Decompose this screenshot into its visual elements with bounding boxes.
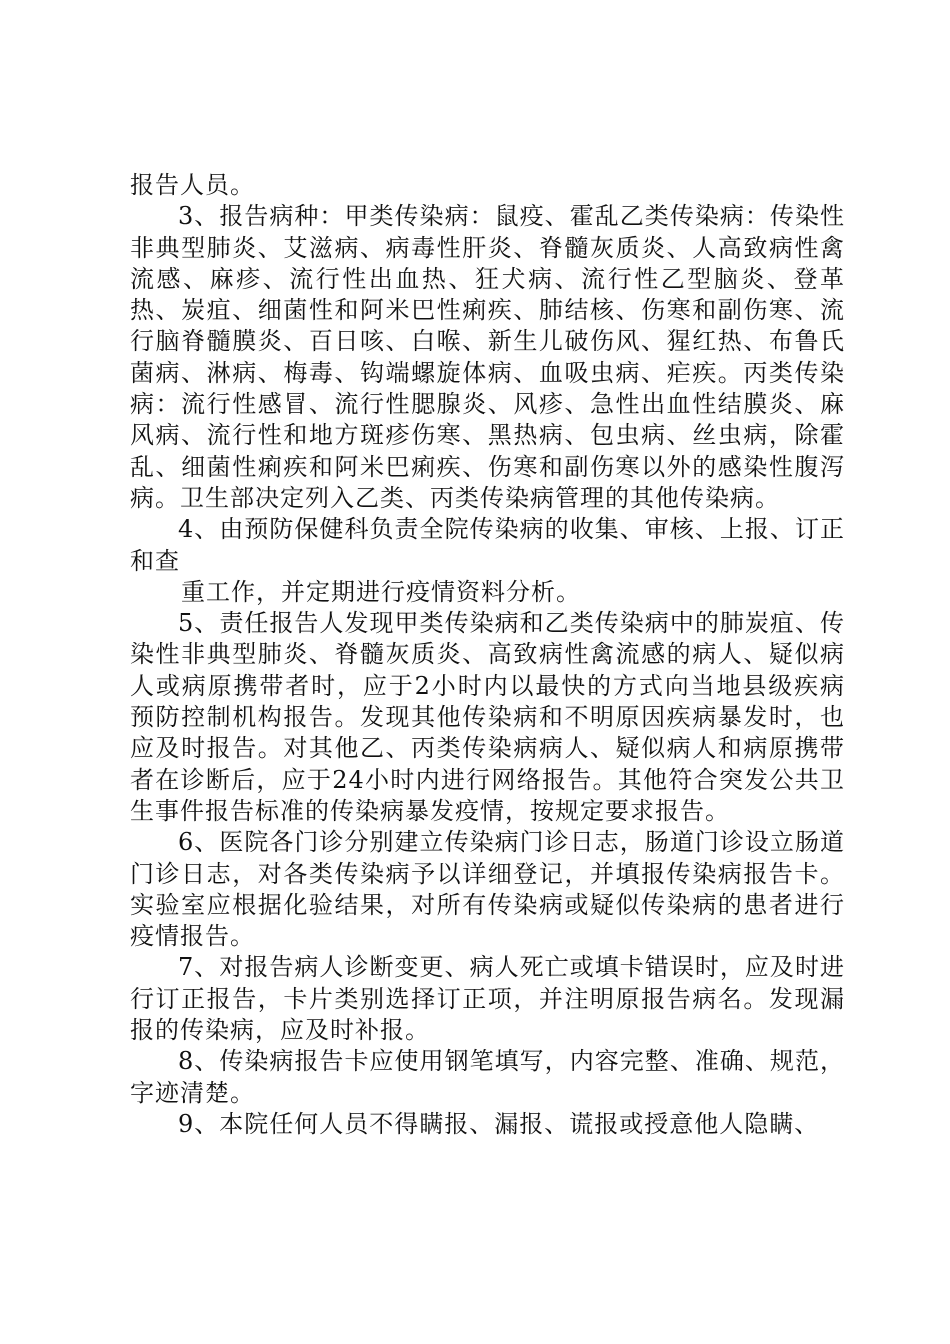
paragraph-item-6-clinic-logs: 6、医院各门诊分别建立传染病门诊日志，肠道门诊设立肠道门诊日志，对各类传染病予以详细登记，并填报传染病报告卡。实验室应根据化验结果，对所有传染病或疑似传染病的患者进行疫情报告。 (130, 828, 845, 951)
paragraph-item-3-disease-types: 3、报告病种：甲类传染病：鼠疫、霍乱乙类传染病：传染性非典型肺炎、艾滋病、病毒性肝炎、脊髓灰质炎、人高致病性禽流感、麻疹、流行性出血热、狂犬病、流行性乙型脑炎、登革热、炭疽、细菌性和阿米巴性痢疾、肺结核、伤寒和副伤寒、流行脑脊髓膜炎、百日咳、白喉、新生儿破伤风、猩红热、布鲁氏菌病、淋病、梅毒、钩端螺旋体病、血吸虫病、疟疾。丙类传染病：流行性感冒、流行性腮腺炎、风疹、急性出血性结膜炎、麻风病、流行性和地方斑疹伤寒、黑热病、包虫病、丝虫病，除霍乱、细菌性痢疾和阿米巴痢疾、伤寒和副伤寒以外的感染性腹泻病。卫生部决定列入乙类、丙类传染病管理的其他传染病。 (130, 202, 845, 512)
paragraph-item-7-corrections: 7、对报告病人诊断变更、病人死亡或填卡错误时，应及时进行订正报告，卡片类别选择订正项，并注明原报告病名。发现漏报的传染病，应及时补报。 (130, 953, 845, 1045)
paragraph-item-4-continuation: 重工作，并定期进行疫情资料分析。 (181, 577, 581, 606)
paragraph-item-8-card-filling: 8、传染病报告卡应使用钢笔填写，内容完整、准确、规范，字迹清楚。 (130, 1047, 845, 1107)
paragraph-item-4-responsibility: 4、由预防保健科负责全院传染病的收集、审核、上报、订正和查 (130, 515, 845, 575)
paragraph-item-5-reporting-time: 5、责任报告人发现甲类传染病和乙类传染病中的肺炭疽、传染性非典型肺炎、脊髓灰质炎、高致病性禽流感的病人、疑似病人或病原携带者时，应于2小时内以最快的方式向当地县级疾病预防控制机构报告。发现其他传染病和不明原因疾病暴发时，也应及时报告。对其他乙、丙类传染病病人、疑似病人和病原携带者在诊断后，应于24小时内进行网络报告。其他符合突发公共卫生事件报告标准的传染病暴发疫情，按规定要求报告。 (130, 609, 845, 825)
document-body (130, 170, 845, 1140)
paragraph-item-9-prohibitions: 9、本院任何人员不得瞒报、漏报、谎报或授意他人隐瞒、 (178, 1109, 820, 1138)
paragraph-reporters-tail: 报告人员。 (130, 171, 255, 199)
